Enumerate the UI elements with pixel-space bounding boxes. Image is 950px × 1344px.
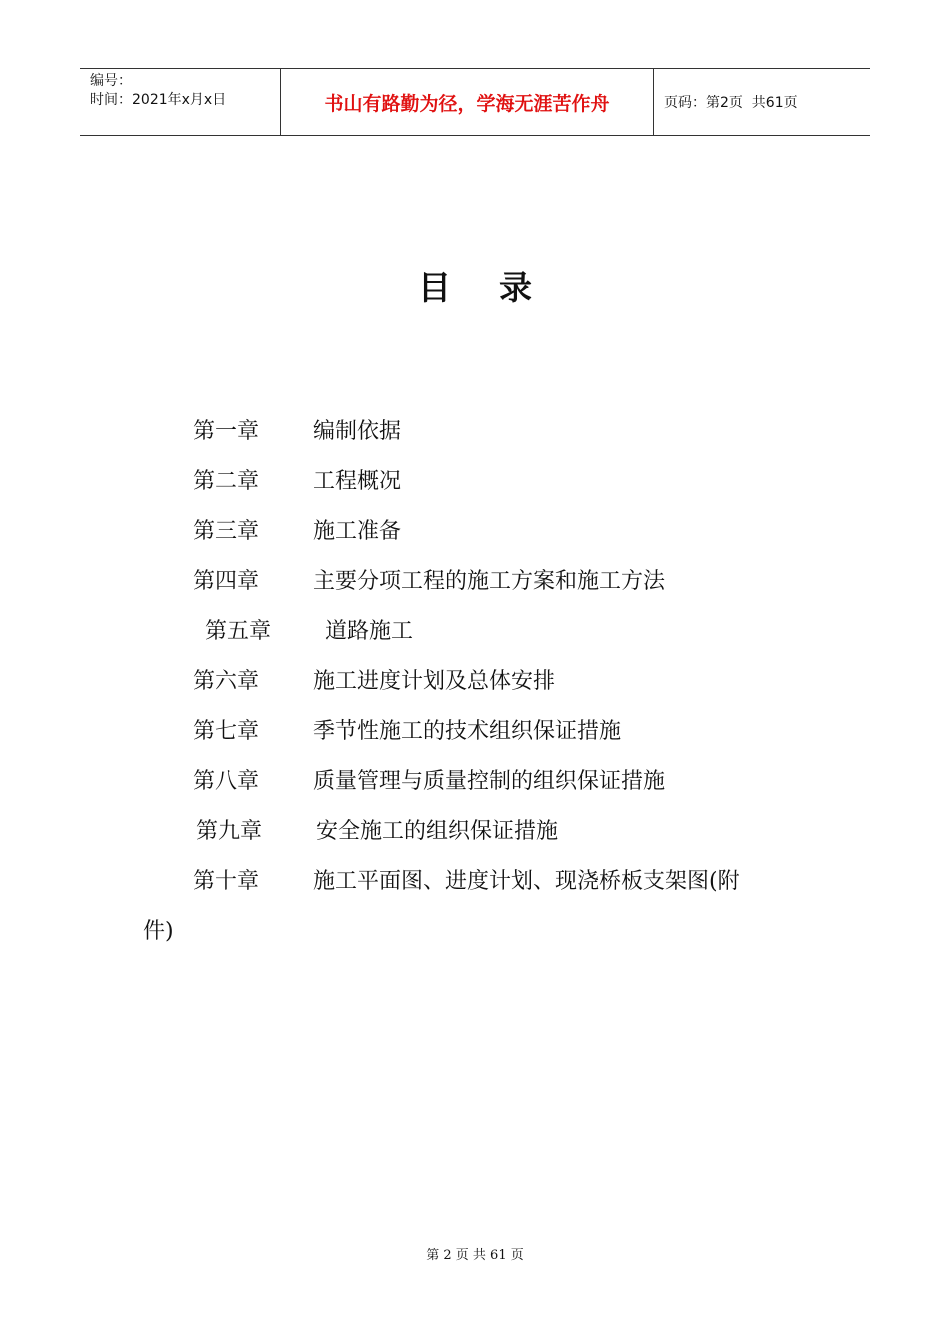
chapter-title: 施工准备 xyxy=(313,519,402,544)
chapter-number: 第三章 xyxy=(193,519,260,544)
chapter-number: 第一章 xyxy=(193,419,260,444)
page-header xyxy=(80,68,870,136)
chapter-title: 施工平面图、进度计划、现浇桥板支架图(附 xyxy=(313,869,740,894)
chapter-number: 第七章 xyxy=(193,719,260,744)
chapter-number: 第九章 xyxy=(196,819,263,844)
header-motto: 书山有路勤为径，学海无涯苦作舟 xyxy=(324,92,610,115)
serial-number-label: 编号： xyxy=(90,73,132,89)
chapter-title: 工程概况 xyxy=(313,469,402,494)
chapter-title: 主要分项工程的施工方案和施工方法 xyxy=(313,569,666,594)
chapter-title: 施工进度计划及总体安排 xyxy=(313,669,556,694)
chapter-title: 编制依据 xyxy=(313,419,402,444)
chapter-title: 季节性施工的技术组织保证措施 xyxy=(313,719,622,744)
chapter-title: 道路施工 xyxy=(325,619,414,644)
header-motto-cell xyxy=(281,69,654,135)
header-page-cell xyxy=(654,69,870,135)
chapter-title: 安全施工的组织保证措施 xyxy=(316,819,559,844)
header-meta-cell xyxy=(80,69,281,135)
document-title: 目录 xyxy=(418,268,580,307)
chapter-number: 第四章 xyxy=(193,569,260,594)
chapter-number: 第八章 xyxy=(193,769,260,794)
header-page-info: 页码：第2页 共61页 xyxy=(664,95,798,111)
chapter-title: 质量管理与质量控制的组织保证措施 xyxy=(313,769,666,794)
chapter-number: 第六章 xyxy=(193,669,260,694)
chapter-number: 第十章 xyxy=(193,869,260,894)
chapter-number: 第二章 xyxy=(193,469,260,494)
chapter-number: 第五章 xyxy=(205,619,272,644)
toc-item-continuation: 件) xyxy=(143,919,174,944)
date-label: 时间：2021年x月x日 xyxy=(90,92,227,108)
page-footer: 第 2 页 共 61 页 xyxy=(426,1248,524,1263)
